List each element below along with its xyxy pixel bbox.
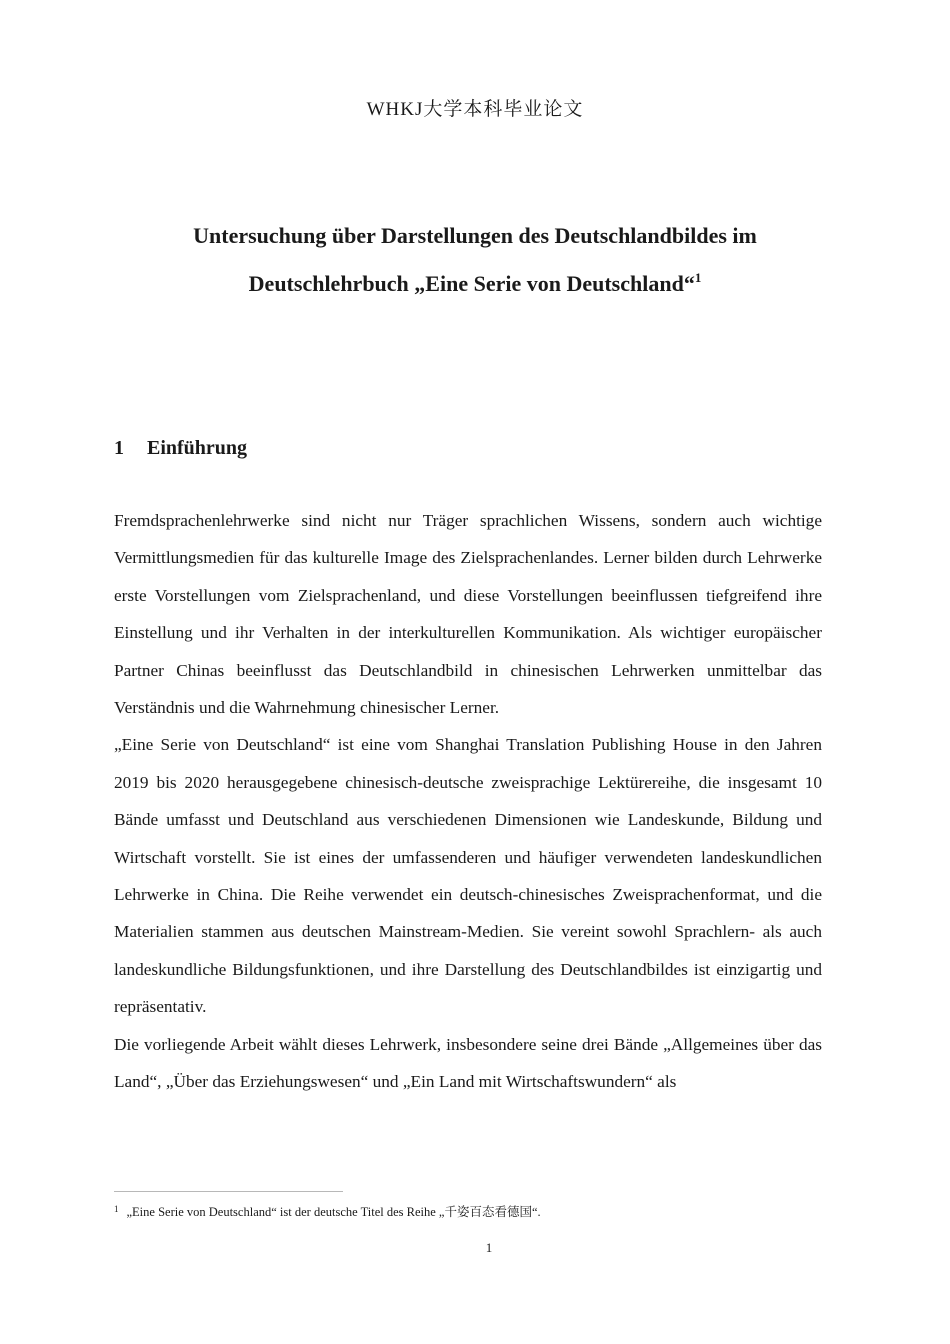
- section-title: Einführung: [147, 437, 248, 459]
- paragraph-1: Fremdsprachenlehrwerke sind nicht nur Träger sprachlichen Wissens, sondern auch wichtige Vermittlungsmedien für das kulturelle Image des Zielsprachenlandes. Lerner bilden durch Lehrwerke erste Vorstellungen vom Zielsprachenland, und diese Vorstellungen beeinflussen tiefgreifend ihre Einstellung und ihr Verhalten in der interkulturellen Kommunikation. Als wichtiger europäischer Partner Chinas beeinflusst das Deutschlandbild in chinesischen Lehrwerken unmittelbar das Verständnis und die Wahrnehmung chinesischer Lerner.: [114, 511, 822, 718]
- footnote: [114, 1202, 541, 1220]
- thesis-title-line-2-text: Deutschlehrbuch „Eine Serie von Deutschland“: [248, 271, 695, 296]
- paragraph-2: „Eine Serie von Deutschland“ ist eine vom Shanghai Translation Publishing House in den Jahren 2019 bis 2020 herausgegebene chinesisch-deutsche zweisprachige Lektürereihe, die insgesamt 10 Bände umfasst und Deutschland aus verschiedenen Dimensionen wie Landeskunde, Bildung und Wirtschaft vorstellt. Sie ist eines der umfassenderen und häufiger verwendeten landeskundlichen Lehrwerke in China. Die Reihe verwendet ein deutsch-chinesisches Zweisprachenformat, und die Materialien stammen aus deutschen Mainstream-Medien. Sie vereint sowohl Sprachlern- als auch landeskundliche Bildungsfunktionen, und ihre Darstellung des Deutschlandbildes ist einzigartig und repräsentativ.: [114, 735, 822, 1017]
- page-number: 1: [485, 1240, 493, 1255]
- footnote-mark: 1: [114, 1204, 119, 1214]
- footnote-text: „Eine Serie von Deutschland“ ist der deutsche Titel des Reihe „千姿百态看德国“.: [126, 1205, 541, 1219]
- section-heading: [114, 437, 247, 460]
- paragraph-3: Die vorliegende Arbeit wählt dieses Lehrwerk, insbesondere seine drei Bände „Allgemeines über das Land“, „Über das Erziehungswesen“ und „Ein Land mit Wirtschaftswundern“ als: [114, 1034, 822, 1092]
- title-footnote-ref[interactable]: 1: [694, 270, 702, 285]
- thesis-title-line-1: Untersuchung über Darstellungen des Deutschlandbildes im: [193, 223, 757, 248]
- body-text: [114, 502, 822, 1101]
- footnote-separator: [114, 1191, 343, 1192]
- thesis-title-line-2: [0, 271, 950, 297]
- section-number: 1: [114, 437, 124, 459]
- thesis-header: WHKJ大学本科毕业论文: [366, 99, 584, 120]
